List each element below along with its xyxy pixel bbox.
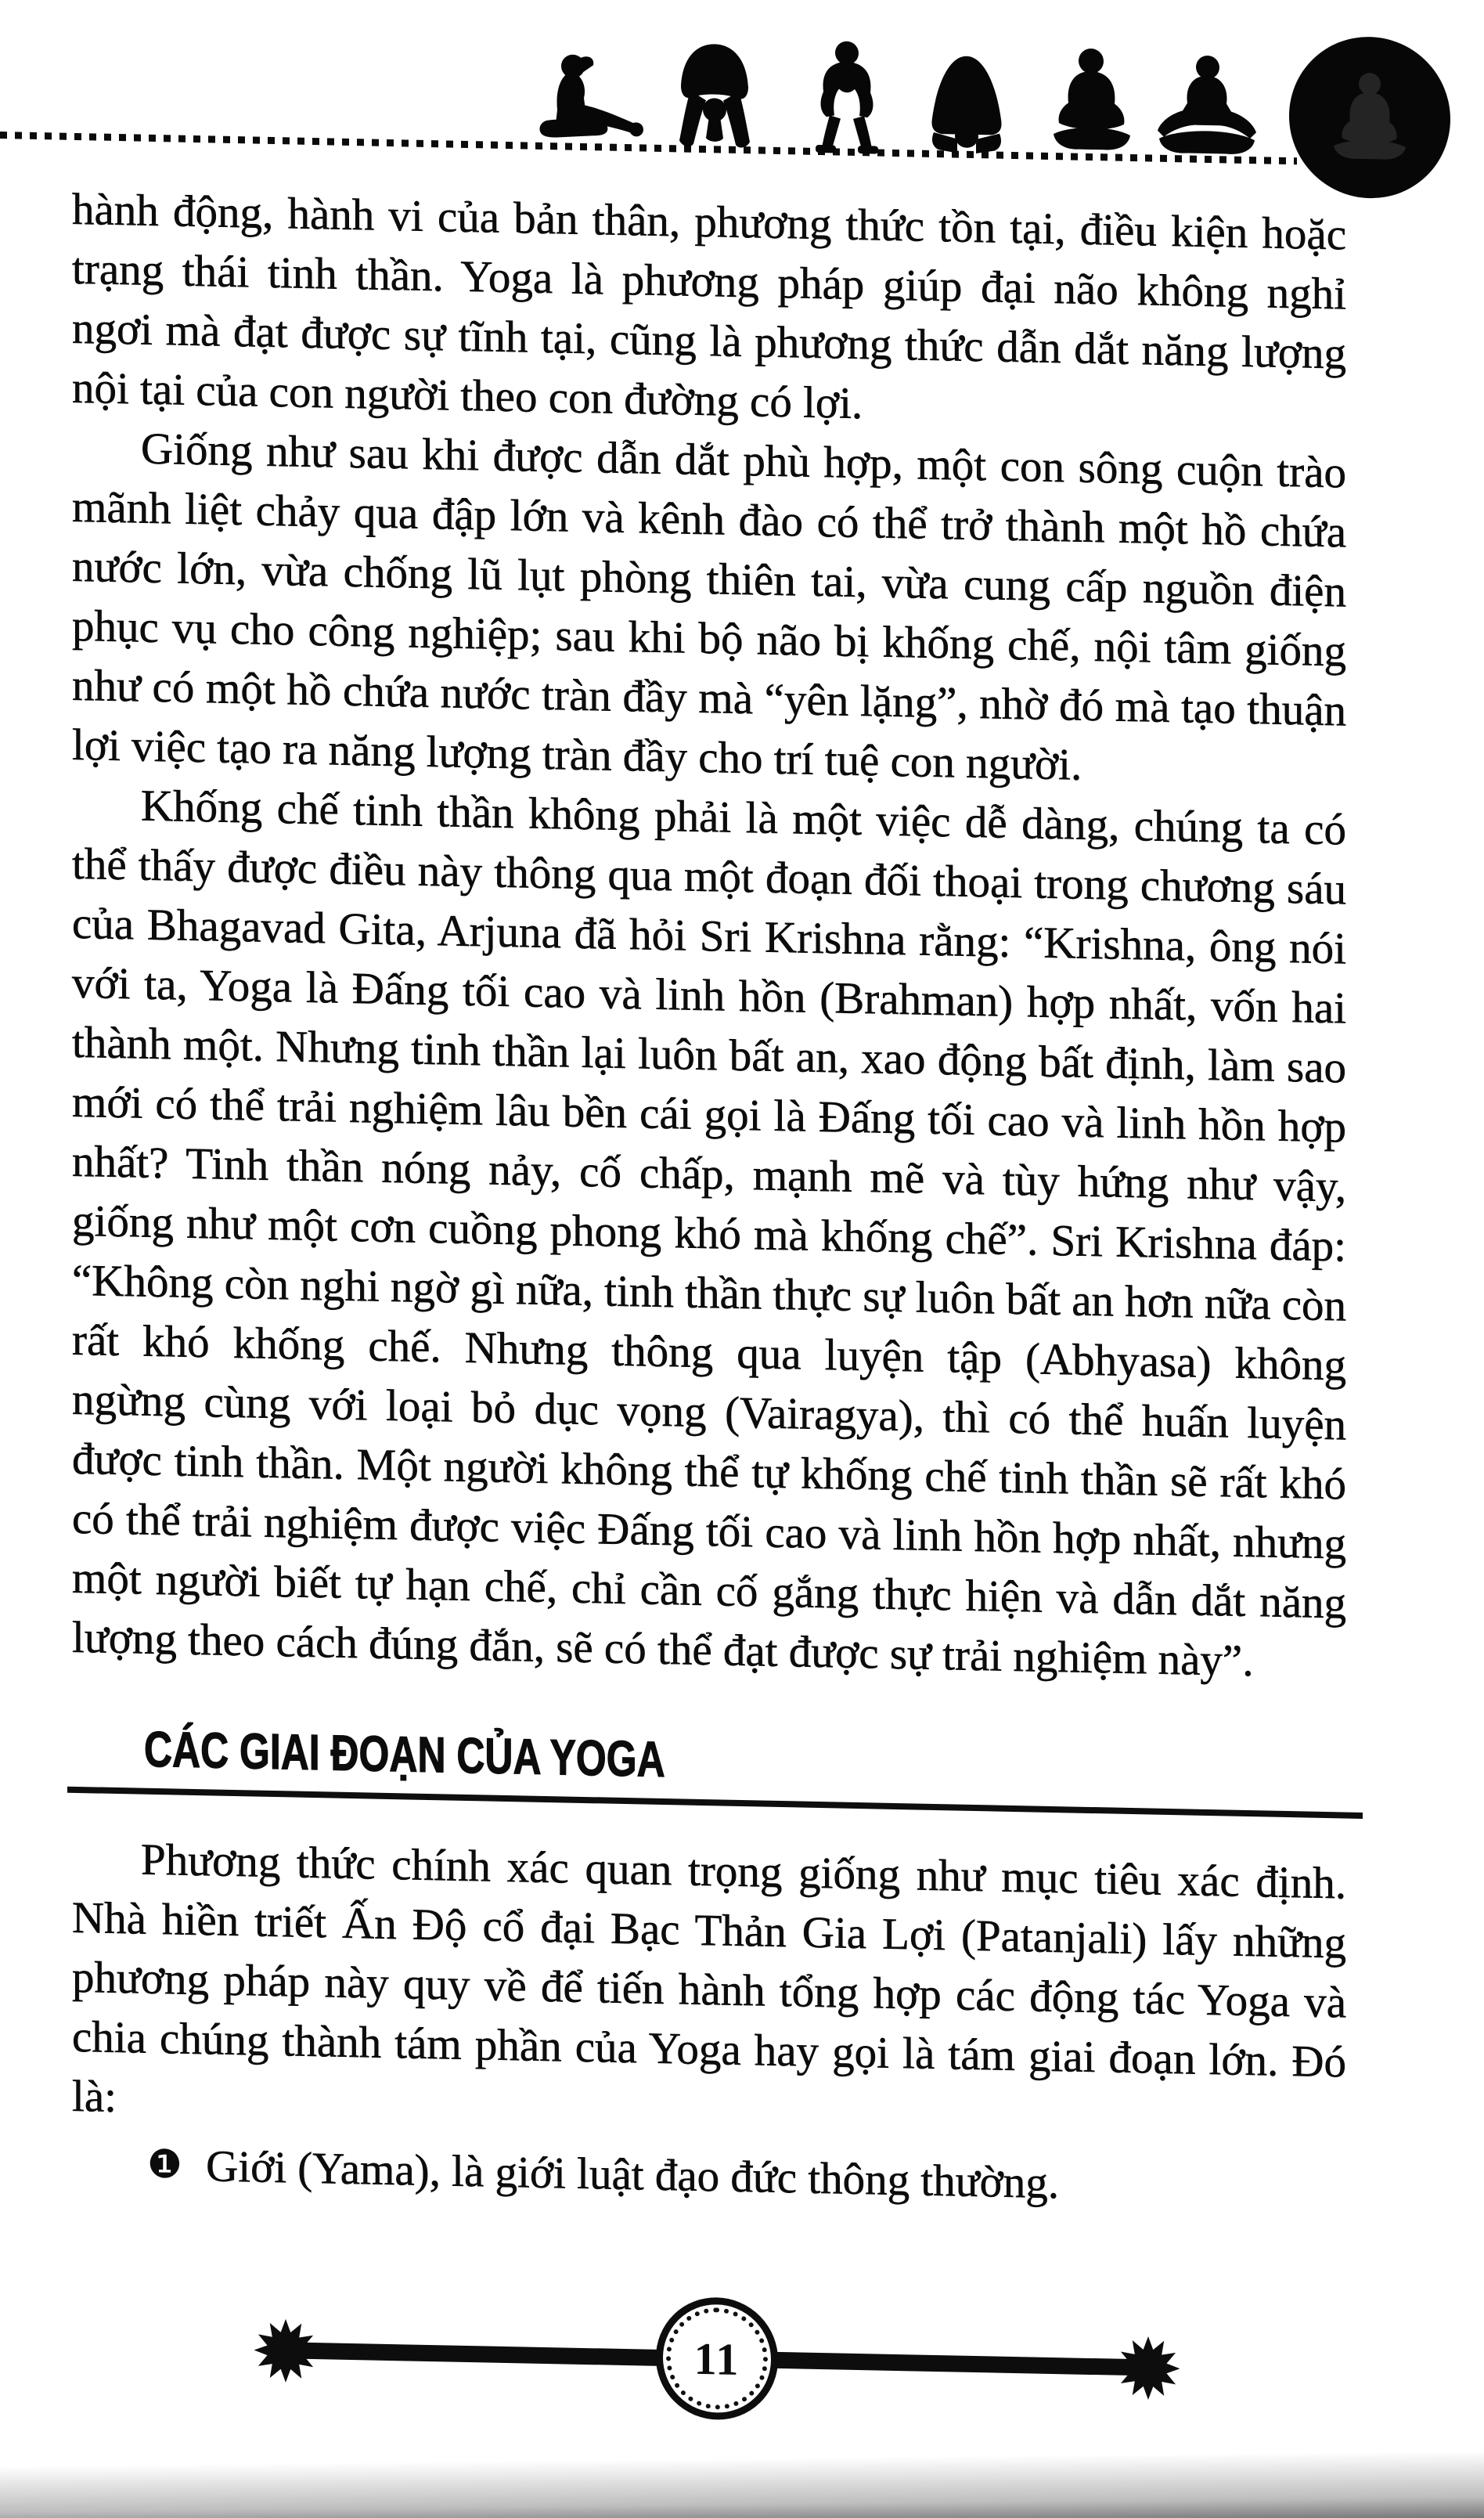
seated-forward-bend-icon: [532, 49, 645, 143]
section-heading: CÁC GIAI ĐOẠN CỦA YOGA: [144, 1720, 665, 1788]
body-text: [72, 180, 1346, 2220]
starburst-ornament-icon: [1113, 2332, 1183, 2404]
lotus-meditation-icon: [1046, 46, 1137, 165]
starburst-ornament-icon: [250, 2314, 321, 2386]
list-item-text: Giới (Yama), là giới luật đạo đức thông thường.: [206, 2141, 1060, 2209]
standing-forward-fold-icon: [672, 37, 758, 153]
medallion-inner-ring: [666, 2307, 768, 2411]
page-number: 11: [693, 2332, 740, 2385]
body-paragraph: hành động, hành vi của bản thân, phương thức tồn tại, điều kiện hoặc trạng thái tinh thần. Yoga là phương pháp giúp đại não không nghỉ ngơi mà đạt được sự tĩnh tại, cũng là phương thức dẫn dắt năng lượng nội tại của con người theo con đường có lợi.: [72, 184, 1346, 429]
body-paragraph: Khống chế tinh thần không phải là một việc dễ dàng, chúng ta có thể thấy được điều này thông qua một đoạn đối thoại trong chương sáu của Bhagavad Gita, Arjuna đã hỏi Sri Krishna rằng: “Krishna, ông nói với ta, Yoga là Đấng tối cao và linh hồn (Brahman) hợp nhất, vốn hai thành một. Nhưng tinh thần lại luôn bất an, xao động bất định, làm sao mới có thể trải nghiệm lâu bền cái gọi là Đấng tối cao và linh hồn hợp nhất? Tinh thần nóng nảy, cố chấp, mạnh mẽ và tùy hứng như vậy, giống như một cơn cuồng phong khó mà khống chế”. Sri Krishna đáp: “Không còn nghi ngờ gì nữa, tinh thần thực sự luôn bất an hơn nữa còn rất khó khống chế. Nhưng thông qua luyện tập (Abhyasa) không ngừng cùng với loại bỏ dục vọng (Vairagya), thì có thể huấn luyện được tinh thần. Một người không thể tự khống chế tinh thần sẽ rất khó có thể trải nghiệm được việc Đấng tối cao và linh hồn hợp nhất, nhưng một người biết tự hạn chế, chỉ cần cố gắng thực hiện và dẫn dắt năng lượng theo cách đúng đắn, sẽ có thể đạt được sự trải nghiệm này”.: [72, 781, 1346, 1686]
footer-ornament: [250, 2288, 1183, 2432]
body-paragraph: Phương thức chính xác quan trọng giống như mục tiêu xác định. Nhà hiền triết Ấn Độ cổ đại Bạc Thản Gia Lợi (Patanjali) lấy những phương pháp này quy về để tiến hành tổng hợp các động tác Yoga và chia chúng thành tám phần của Yoga hay gọi là tám giai đoạn lớn. Đó là:: [72, 1834, 1346, 2122]
page-number-medallion: [656, 2296, 778, 2421]
wide-lotus-arms-out-icon: [1153, 54, 1262, 171]
numbered-bullet-icon: ❶: [147, 2141, 182, 2188]
garland-squat-icon: [811, 40, 883, 157]
meditation-badge-icon: [1289, 35, 1450, 200]
body-paragraph: Giống như sau khi được dẫn dắt phù hợp, một con sông cuộn trào mãnh liệt chảy qua đập lớn và kênh đào có thể trở thành một hồ chứa nước lớn, vừa chống lũ lụt phòng thiên tai, vừa cung cấp nguồn điện phục vụ cho công nghiệp; sau khi bộ não bị khống chế, nội tâm giống như có một hồ chứa nước tràn đầy mà “yên lặng”, nhờ đó mà tạo thuận lợi việc tạo ra năng lượng tràn đầy cho trí tuệ con người.: [72, 424, 1346, 790]
seated-fold-tent-icon: [926, 52, 1007, 161]
